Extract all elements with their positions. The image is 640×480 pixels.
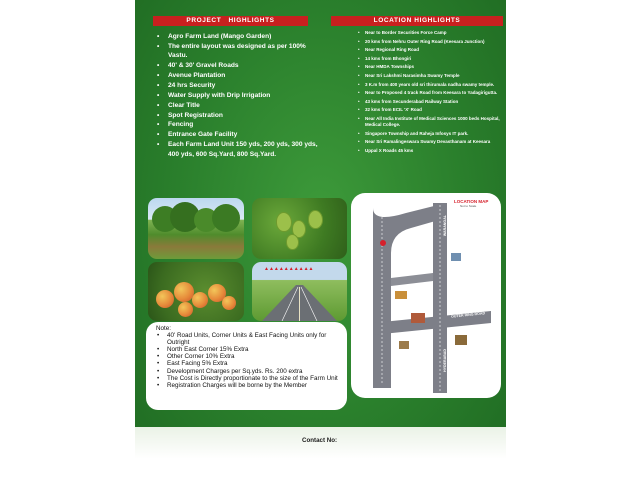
location-item: • Near HMDA Townships	[357, 64, 502, 70]
note-item: • Development Charges per Sq.yds. Rs. 200 extra	[156, 368, 339, 375]
location-item: • Uppal X Roads 45 kms	[357, 148, 502, 154]
location-item: • 14 kms from Bhongiri	[357, 56, 502, 62]
location-highlights-heading: LOCATION HIGHLIGHTS	[331, 16, 503, 26]
notes-list	[156, 332, 339, 389]
footer	[135, 427, 506, 480]
note-item: • Registration Charges will be borne by the Member	[156, 382, 339, 389]
map-road-label-warangal: WARANGAL	[443, 215, 447, 237]
project-item: • Avenue Plantation	[155, 71, 327, 80]
location-item: • 3 K.m from 400 years old sri thirumala nadha swamy temple.	[357, 82, 502, 88]
project-item: • 24 hrs Security	[155, 81, 327, 90]
note-item: • North East Corner 15% Extra	[156, 346, 339, 353]
location-item: • Near to Proposed 4 track Road from Keesara to Yadagirigutta.	[357, 90, 502, 96]
location-item: • 20 kms from Nehru Outer Ring Road (Keesara Junction)	[357, 39, 502, 45]
location-item: • Near Sri Lakshmi Narasimha Swamy Temple	[357, 73, 502, 79]
location-map	[351, 193, 501, 398]
location-item: • 43 kms from Secunderabad Railway Station	[357, 99, 502, 105]
map-road-label-hyderabad: HYDERABAD	[443, 349, 447, 372]
brochure-page	[135, 0, 506, 480]
location-highlights-list	[357, 30, 502, 156]
location-item: • Near to Border Securities Force Camp	[357, 30, 502, 36]
contact-label: Contact No:	[302, 437, 338, 444]
project-highlights-list	[155, 32, 327, 159]
mango-branch-photo	[252, 198, 347, 259]
project-item: • Fencing	[155, 120, 327, 129]
notes-box	[146, 322, 347, 410]
map-title: LOCATION MAP	[454, 199, 489, 204]
location-item: • 32 kms from ECIL 'X' Road	[357, 107, 502, 113]
map-road-label-outer-ring: OUTER RING ROAD	[450, 311, 486, 319]
project-highlights-heading: PROJECT HIGHLIGHTS	[153, 16, 308, 26]
ripe-mangoes-photo	[148, 262, 244, 321]
project-item: • Clear Title	[155, 101, 327, 110]
location-item: • Singapore Township and Raheja Infosys IT park.	[357, 131, 502, 137]
map-subtitle: Not to Scale	[460, 204, 477, 208]
notes-title: Note:	[156, 325, 172, 332]
note-item: • East Facing 5% Extra	[156, 360, 339, 367]
note-item: • The Cost is Directly proportionate to the size of the Farm Unit	[156, 375, 339, 382]
project-item: • Spot Registration	[155, 111, 327, 120]
project-item: • Water Supply with Drip Irrigation	[155, 91, 327, 100]
project-item: • The entire layout was designed as per 100% Vastu.	[155, 42, 327, 61]
note-item: • 40' Road Units, Corner Units & East Facing Units only for Outright	[156, 332, 339, 346]
location-item: • Near Sri Ramalingeswara Swamy Devasthanam at Keesara	[357, 139, 502, 145]
project-item: • Entrance Gate Facility	[155, 130, 327, 139]
project-item: • 40' & 30' Gravel Roads	[155, 61, 327, 70]
project-item: • Agro Farm Land (Mango Garden)	[155, 32, 327, 41]
orchard-photo	[148, 198, 244, 259]
location-item: • Near All India Institute of Medical Sciences 1000 beds Hospital, Medical College.	[357, 116, 502, 128]
highway-road-graphic	[252, 285, 347, 321]
photo-overlay-lettering: ▲▲▲▲▲▲▲▲▲▲	[264, 266, 314, 272]
project-item: • Each Farm Land Unit 150 yds, 200 yds, 300 yds, 400 yds, 600 Sq.Yard, 800 Sq.Yard.	[155, 140, 327, 159]
location-item: • Near Regional Ring Road	[357, 47, 502, 53]
map-roads-graphic	[351, 193, 501, 398]
note-item: • Other Corner 10% Extra	[156, 353, 339, 360]
highway-photo	[252, 262, 347, 321]
